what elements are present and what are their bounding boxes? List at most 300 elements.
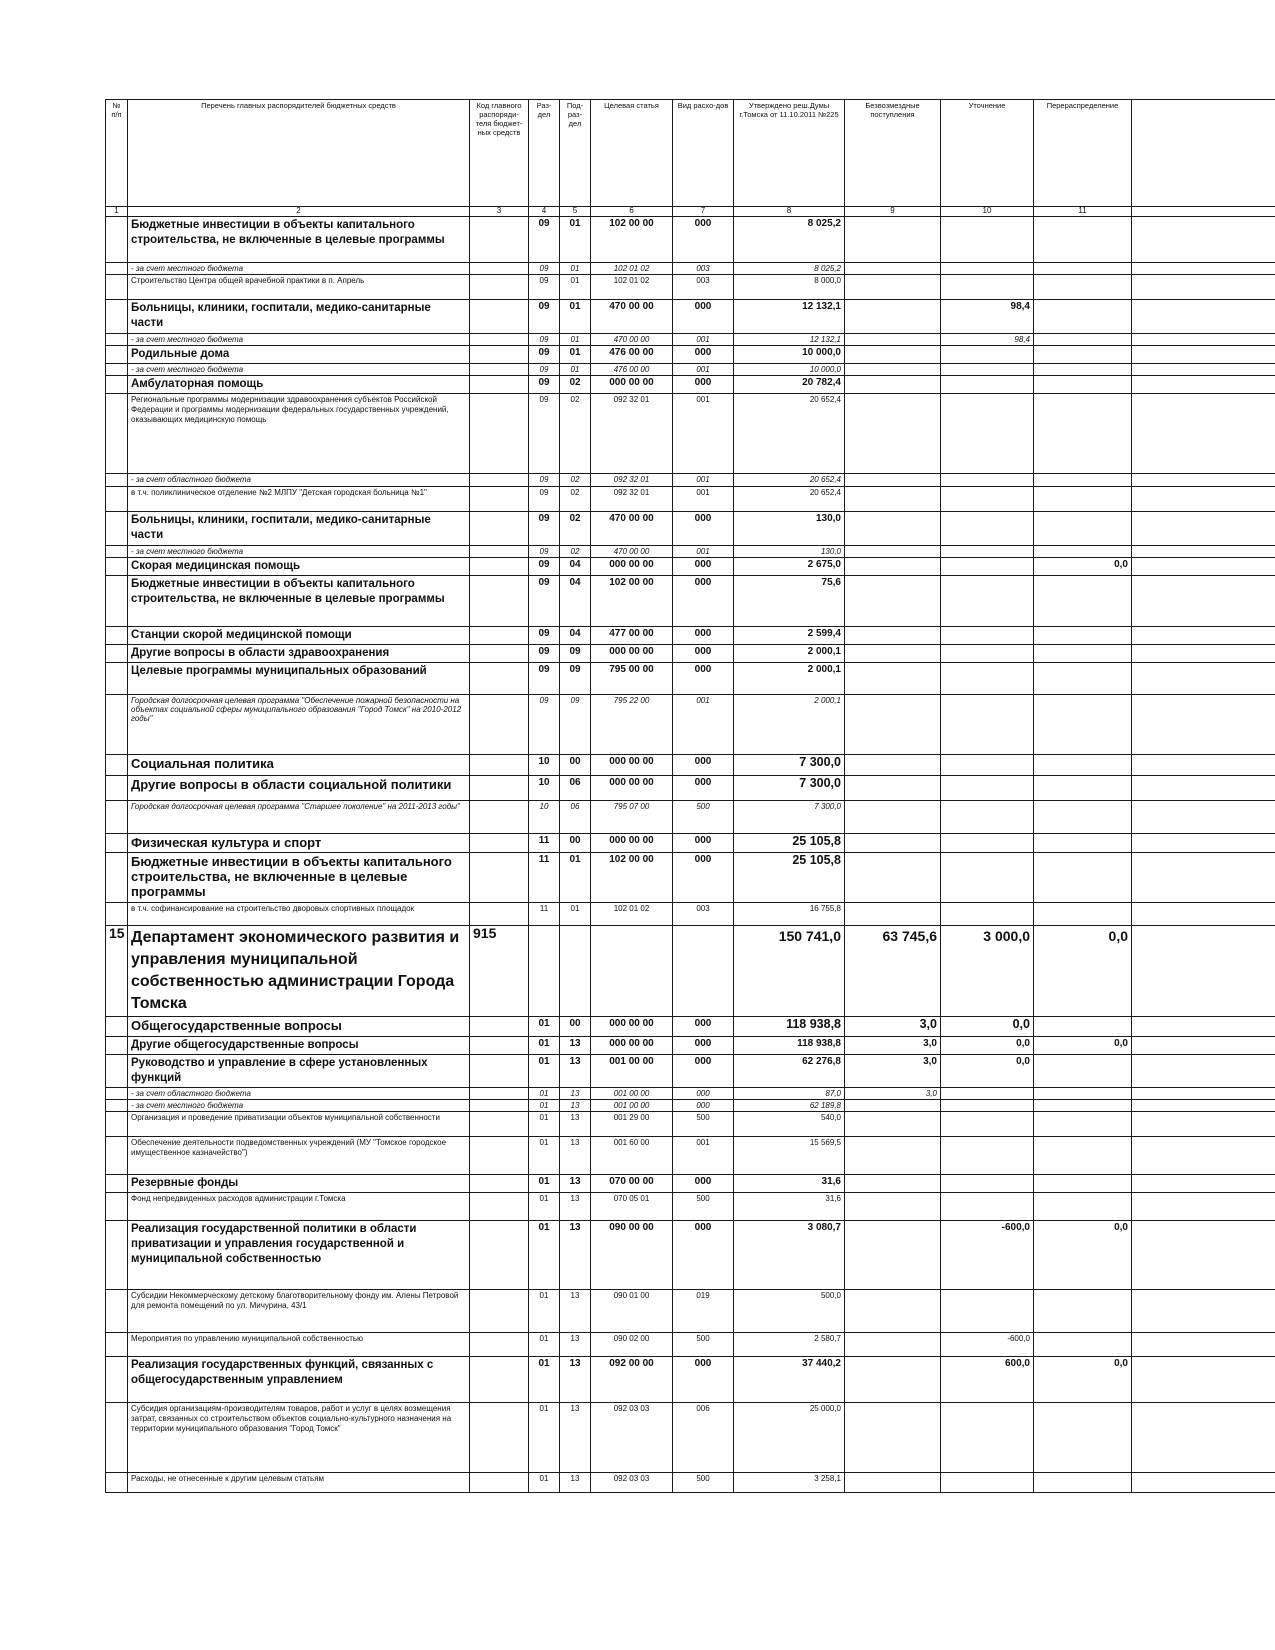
cell-extra [1132,376,1275,394]
cell-target: 092 00 00 [591,1357,673,1403]
cell-grants [845,334,941,346]
table-row [106,512,1275,546]
cell-code [470,546,529,558]
cell-extra [1132,346,1275,364]
cell-redistrib [1034,1473,1132,1493]
cell-approved: 118 938,8 [734,1037,845,1055]
cell-approved: 3 080,7 [734,1221,845,1290]
header-row [106,100,1275,207]
cell-code [470,1112,529,1137]
cell-code [470,376,529,394]
cell-approved: 10 000,0 [734,346,845,364]
cell-num [106,755,128,776]
cell-razdel: 09 [529,546,560,558]
cell-redistrib [1034,300,1132,334]
cell-grants [845,263,941,275]
cell-refine [941,487,1034,512]
colnum: 1 [106,207,128,217]
cell-redistrib [1034,1088,1132,1100]
table-row [106,903,1275,926]
cell-target: 476 00 00 [591,364,673,376]
cell-podrazdel: 02 [560,546,591,558]
table-row [106,576,1275,627]
cell-redistrib [1034,364,1132,376]
cell-target: 001 29 00 [591,1112,673,1137]
cell-target: 001 00 00 [591,1088,673,1100]
cell-name: Больницы, клиники, госпитали, медико-санитарные части [128,512,470,546]
table-row [106,346,1275,364]
cell-vid: 000 [673,346,734,364]
cell-extra [1132,1100,1275,1112]
table-row [106,1221,1275,1290]
cell-name: Обеспечение деятельности подведомственных учреждений (МУ "Томское городское имущественное казначейство") [128,1137,470,1175]
cell-target: 001 60 00 [591,1137,673,1175]
cell-podrazdel: 02 [560,487,591,512]
colnum: 2 [128,207,470,217]
cell-podrazdel: 13 [560,1357,591,1403]
cell-extra [1132,834,1275,853]
cell-razdel: 01 [529,1055,560,1088]
table-row [106,1088,1275,1100]
table-row [106,217,1275,263]
table-row [106,376,1275,394]
cell-redistrib [1034,834,1132,853]
cell-target: 090 00 00 [591,1221,673,1290]
cell-refine: 98,4 [941,300,1034,334]
cell-grants [845,627,941,645]
cell-refine [941,903,1034,926]
cell-redistrib [1034,1403,1132,1473]
cell-code [470,1175,529,1193]
cell-podrazdel: 04 [560,627,591,645]
cell-target: 795 22 00 [591,695,673,755]
cell-razdel: 09 [529,645,560,663]
cell-num [106,776,128,801]
cell-razdel: 09 [529,394,560,474]
cell-name: Организация и проведение приватизации объектов муниципальной собственности [128,1112,470,1137]
cell-podrazdel: 00 [560,834,591,853]
cell-name: Больницы, клиники, госпитали, медико-санитарные части [128,300,470,334]
cell-code [470,1037,529,1055]
cell-vid: 001 [673,334,734,346]
header-podrazdel: Под-раз-дел [560,100,591,207]
cell-target: 001 00 00 [591,1100,673,1112]
table-row [106,1055,1275,1088]
cell-extra [1132,512,1275,546]
cell-extra [1132,695,1275,755]
cell-vid: 000 [673,576,734,627]
cell-redistrib [1034,217,1132,263]
cell-name: Мероприятия по управлению муниципальной собственностью [128,1333,470,1357]
cell-extra [1132,558,1275,576]
cell-podrazdel: 13 [560,1055,591,1088]
cell-num [106,663,128,695]
cell-razdel: 01 [529,1037,560,1055]
cell-podrazdel: 13 [560,1473,591,1493]
cell-name: Общегосударственные вопросы [128,1017,470,1037]
header-razdel: Раз-дел [529,100,560,207]
cell-code [470,558,529,576]
cell-target: 092 03 03 [591,1403,673,1473]
cell-num [106,334,128,346]
cell-razdel: 09 [529,364,560,376]
cell-extra [1132,263,1275,275]
cell-grants [845,1100,941,1112]
cell-razdel: 09 [529,627,560,645]
cell-razdel: 01 [529,1175,560,1193]
cell-podrazdel: 01 [560,217,591,263]
header-grants: Безвозмездные поступления [845,100,941,207]
cell-name: Станции скорой медицинской помощи [128,627,470,645]
cell-razdel: 09 [529,275,560,300]
header-name: Перечень главных распорядителей бюджетных средств [128,100,470,207]
cell-num [106,834,128,853]
cell-grants [845,1357,941,1403]
cell-name: Физическая культура и спорт [128,834,470,853]
cell-refine [941,558,1034,576]
cell-target: 092 32 01 [591,394,673,474]
cell-vid: 003 [673,903,734,926]
cell-name: Другие вопросы в области социальной политики [128,776,470,801]
cell-redistrib [1034,1017,1132,1037]
cell-grants [845,217,941,263]
cell-num [106,263,128,275]
table-row [106,1137,1275,1175]
cell-target: 092 32 01 [591,474,673,487]
cell-vid: 000 [673,512,734,546]
cell-refine [941,834,1034,853]
cell-code [470,1088,529,1100]
cell-extra [1132,776,1275,801]
colnum: 3 [470,207,529,217]
cell-redistrib [1034,1100,1132,1112]
cell-vid: 001 [673,695,734,755]
cell-refine [941,1175,1034,1193]
cell-razdel: 09 [529,300,560,334]
cell-code [470,1055,529,1088]
cell-grants [845,1290,941,1333]
cell-vid: 001 [673,487,734,512]
cell-extra [1132,1193,1275,1221]
cell-code [470,755,529,776]
cell-code [470,663,529,695]
cell-vid: 003 [673,275,734,300]
cell-approved: 150 741,0 [734,926,845,1017]
cell-vid: 006 [673,1403,734,1473]
cell-podrazdel: 13 [560,1100,591,1112]
cell-razdel: 09 [529,474,560,487]
cell-code [470,627,529,645]
table-row [106,1112,1275,1137]
cell-razdel: 09 [529,334,560,346]
cell-podrazdel: 13 [560,1290,591,1333]
cell-vid: 000 [673,1037,734,1055]
header-code: Код главного распоряди-теля бюджет-ных средств [470,100,529,207]
colnum: 4 [529,207,560,217]
cell-name: Резервные фонды [128,1175,470,1193]
cell-num [106,275,128,300]
cell-name: в т.ч. поликлиническое отделение №2 МЛПУ "Детская городская больница №1" [128,487,470,512]
cell-target: 000 00 00 [591,558,673,576]
cell-name: в т.ч. софинансирование на строительство дворовых спортивных площадок [128,903,470,926]
cell-num [106,801,128,834]
cell-grants [845,853,941,903]
cell-name: Реализация государственной политики в области приватизации и управления государственной и муниципальной собственностью [128,1221,470,1290]
cell-podrazdel: 01 [560,300,591,334]
cell-approved: 20 652,4 [734,474,845,487]
cell-target: 000 00 00 [591,776,673,801]
cell-approved: 7 300,0 [734,755,845,776]
cell-redistrib [1034,263,1132,275]
cell-redistrib: 0,0 [1034,926,1132,1017]
cell-code [470,645,529,663]
cell-extra [1132,474,1275,487]
cell-redistrib: 0,0 [1034,1221,1132,1290]
cell-vid: 003 [673,263,734,275]
cell-name: - за счет местного бюджета [128,334,470,346]
cell-redistrib [1034,755,1132,776]
cell-vid: 000 [673,755,734,776]
column-number-row [106,207,1275,217]
table-row [106,801,1275,834]
header-redistrib: Перераспределение [1034,100,1132,207]
cell-num [106,376,128,394]
cell-extra [1132,300,1275,334]
cell-target: 070 00 00 [591,1175,673,1193]
cell-grants: 63 745,6 [845,926,941,1017]
cell-code [470,776,529,801]
cell-refine [941,776,1034,801]
header-vid: Вид расхо-дов [673,100,734,207]
cell-name: Бюджетные инвестиции в объекты капитального строительства, не включенные в целевые программы [128,217,470,263]
cell-vid: 000 [673,300,734,334]
cell-vid: 000 [673,1357,734,1403]
cell-grants [845,474,941,487]
cell-grants [845,1403,941,1473]
cell-extra [1132,1137,1275,1175]
table-body [106,217,1275,1493]
cell-num [106,1333,128,1357]
cell-num [106,903,128,926]
colnum: 7 [673,207,734,217]
cell-approved: 2 000,1 [734,645,845,663]
table-row [106,364,1275,376]
cell-target: 470 00 00 [591,512,673,546]
cell-vid: 000 [673,834,734,853]
cell-extra [1132,1473,1275,1493]
cell-approved: 16 755,8 [734,903,845,926]
cell-vid: 500 [673,1333,734,1357]
cell-grants [845,1175,941,1193]
cell-podrazdel: 13 [560,1137,591,1175]
cell-refine: 3 000,0 [941,926,1034,1017]
cell-extra [1132,645,1275,663]
cell-extra [1132,1403,1275,1473]
cell-grants [845,645,941,663]
cell-redistrib: 0,0 [1034,1357,1132,1403]
cell-redistrib [1034,576,1132,627]
cell-redistrib [1034,546,1132,558]
cell-razdel: 01 [529,1137,560,1175]
cell-podrazdel: 01 [560,853,591,903]
colnum: 11 [1034,207,1132,217]
cell-razdel: 01 [529,1193,560,1221]
table-row [106,1473,1275,1493]
cell-razdel: 11 [529,903,560,926]
cell-refine [941,546,1034,558]
cell-redistrib [1034,1055,1132,1088]
cell-redistrib [1034,1137,1132,1175]
cell-num [106,1100,128,1112]
cell-target: 477 00 00 [591,627,673,645]
cell-refine [941,364,1034,376]
cell-extra [1132,1112,1275,1137]
cell-target: 092 03 03 [591,1473,673,1493]
cell-vid: 000 [673,663,734,695]
cell-target: 102 01 02 [591,263,673,275]
cell-approved: 62 189,8 [734,1100,845,1112]
cell-grants [845,776,941,801]
cell-code: 915 [470,926,529,1017]
cell-approved: 25 000,0 [734,1403,845,1473]
cell-vid: 000 [673,645,734,663]
cell-num [106,1221,128,1290]
cell-vid: 001 [673,546,734,558]
cell-name: Амбулаторная помощь [128,376,470,394]
cell-podrazdel: 09 [560,695,591,755]
cell-extra [1132,1333,1275,1357]
cell-target: 102 01 02 [591,903,673,926]
cell-razdel: 01 [529,1100,560,1112]
cell-num [106,474,128,487]
cell-code [470,801,529,834]
cell-redistrib [1034,334,1132,346]
cell-razdel: 01 [529,1403,560,1473]
cell-grants [845,300,941,334]
cell-refine [941,275,1034,300]
cell-razdel: 01 [529,1473,560,1493]
cell-approved: 10 000,0 [734,364,845,376]
cell-approved: 130,0 [734,546,845,558]
table-row [106,334,1275,346]
cell-target: 001 00 00 [591,1055,673,1088]
table-row [106,1100,1275,1112]
cell-razdel: 09 [529,487,560,512]
cell-name: Другие общегосударственные вопросы [128,1037,470,1055]
cell-grants [845,376,941,394]
cell-code [470,1221,529,1290]
cell-code [470,487,529,512]
cell-target: 795 07 00 [591,801,673,834]
cell-redistrib: 0,0 [1034,558,1132,576]
cell-razdel: 09 [529,263,560,275]
cell-redistrib [1034,1193,1132,1221]
cell-vid: 001 [673,364,734,376]
cell-podrazdel: 04 [560,576,591,627]
cell-num [106,1017,128,1037]
cell-refine [941,1112,1034,1137]
cell-refine [941,1290,1034,1333]
cell-redistrib [1034,695,1132,755]
cell-podrazdel: 01 [560,903,591,926]
cell-extra [1132,334,1275,346]
cell-refine [941,263,1034,275]
cell-redistrib [1034,1333,1132,1357]
table-row [106,645,1275,663]
cell-refine [941,1088,1034,1100]
cell-razdel: 09 [529,376,560,394]
cell-refine [941,576,1034,627]
cell-podrazdel: 01 [560,364,591,376]
cell-refine: 0,0 [941,1055,1034,1088]
cell-num [106,512,128,546]
cell-refine [941,394,1034,474]
cell-extra [1132,627,1275,645]
cell-grants [845,1112,941,1137]
cell-name: Целевые программы муниципальных образований [128,663,470,695]
cell-target: 470 00 00 [591,334,673,346]
cell-num [106,695,128,755]
cell-redistrib [1034,853,1132,903]
cell-refine [941,1473,1034,1493]
cell-name: Фонд непредвиденных расходов администрации г.Томска [128,1193,470,1221]
cell-redistrib [1034,801,1132,834]
cell-target: 000 00 00 [591,645,673,663]
cell-vid: 000 [673,1221,734,1290]
cell-target: 470 00 00 [591,546,673,558]
cell-name: Городская долгосрочная целевая программа "Старшее поколение" на 2011-2013 годы" [128,801,470,834]
cell-extra [1132,1017,1275,1037]
cell-target [591,926,673,1017]
cell-num [106,546,128,558]
cell-approved: 31,6 [734,1175,845,1193]
cell-num [106,627,128,645]
cell-extra [1132,576,1275,627]
cell-num [106,645,128,663]
table-row [106,546,1275,558]
cell-grants: 3,0 [845,1017,941,1037]
cell-grants [845,1473,941,1493]
table-row [106,1017,1275,1037]
cell-podrazdel: 13 [560,1333,591,1357]
cell-grants [845,755,941,776]
budget-table [105,99,1275,1493]
cell-vid: 000 [673,776,734,801]
cell-target: 000 00 00 [591,834,673,853]
cell-code [470,576,529,627]
cell-extra [1132,394,1275,474]
cell-vid: 001 [673,474,734,487]
cell-extra [1132,1088,1275,1100]
table-row [106,1037,1275,1055]
cell-podrazdel: 01 [560,275,591,300]
cell-vid: 500 [673,1473,734,1493]
cell-refine [941,346,1034,364]
cell-redistrib [1034,776,1132,801]
cell-target: 000 00 00 [591,1017,673,1037]
cell-approved: 2 000,1 [734,663,845,695]
colnum: 8 [734,207,845,217]
cell-refine [941,801,1034,834]
cell-grants [845,801,941,834]
cell-redistrib [1034,487,1132,512]
cell-code [470,394,529,474]
cell-refine: -600,0 [941,1333,1034,1357]
header-extra [1132,100,1275,207]
cell-refine [941,1403,1034,1473]
table-row [106,627,1275,645]
cell-grants [845,487,941,512]
